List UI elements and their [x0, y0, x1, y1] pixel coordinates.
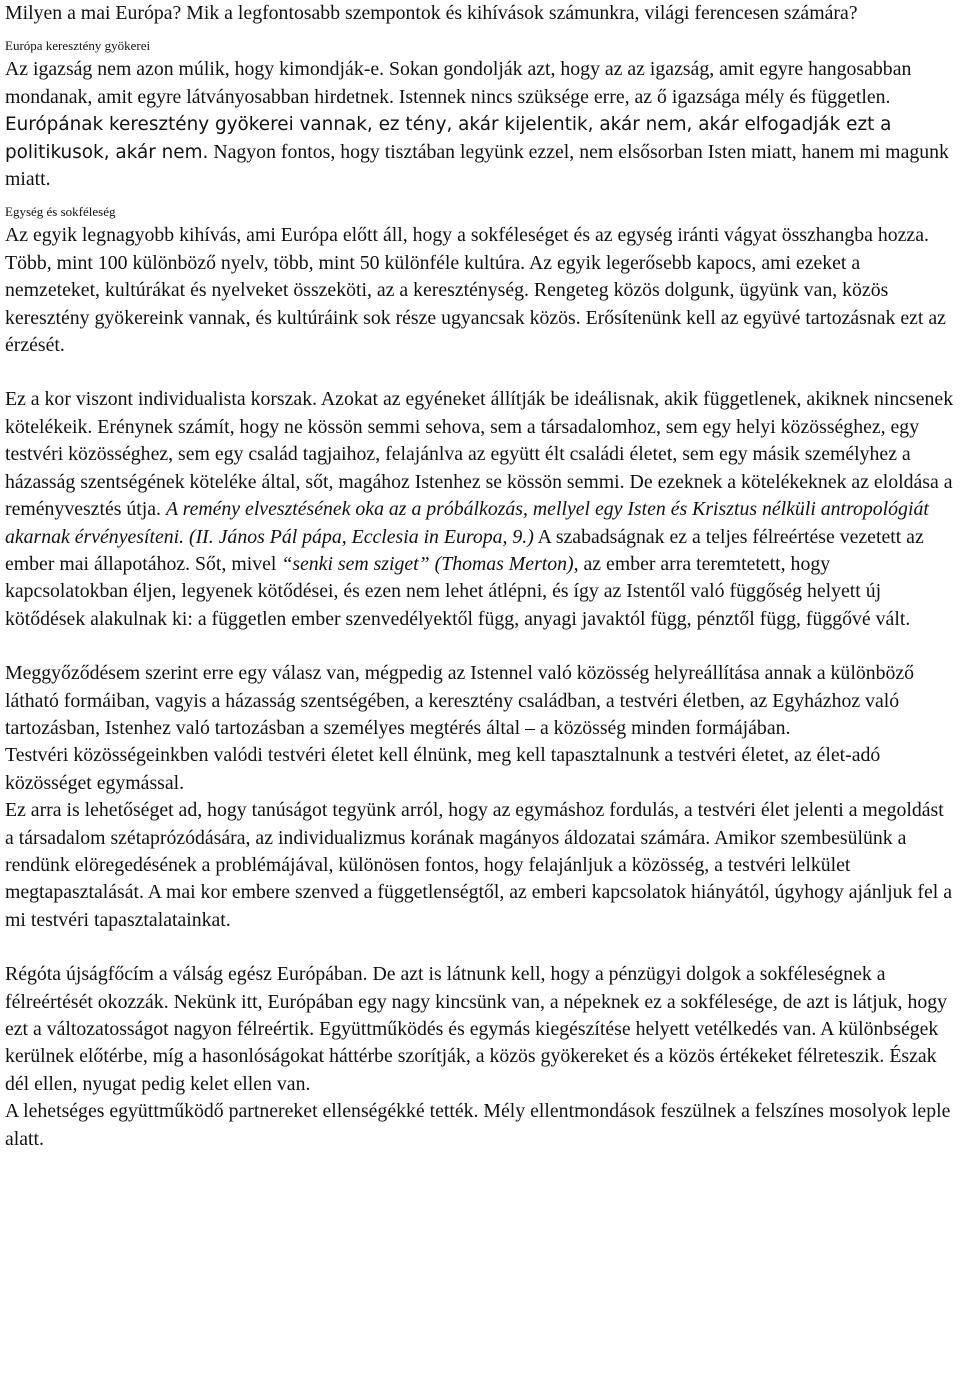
paragraph-individualism	[5, 386, 956, 633]
individualism-text-2: A szabadságnak ez a teljes félreértése vezetett az ember mai állapotához. Sőt, mivel	[5, 525, 924, 575]
paragraph-fraternal-life: Testvéri közösségeinkben valódi testvéri életet kell élnünk, meg kell tapasztalnunk a testvéri életet, az élet-adó közösséget egymással.	[5, 744, 881, 794]
paragraph-partners: A lehetséges együttműködő partnereket ellenségékké tették. Mély ellentmondások feszülnek a felszínes mosolyok leple alatt.	[5, 1100, 951, 1150]
paragraph-witness: Ez arra is lehetőséget ad, hogy tanúságot tegyünk arról, hogy az egymáshoz fordulás, a testvéri élet jelenti a megoldást a társadalom szétaprózódására, az individualizmus korának magányos áldozatai számára. Amikor szembesülünk a rendünk elöregedésének a problémájával, különösen fontos, hogy felajánljuk a közösség, a testvéri lelkület megtapasztalását. A mai kor embere szenved a függetlenségtől, az emberi kapcsolatok hiányától, úgyhogy ajánljuk fel a mi testvéri tapasztalatainkat.	[5, 799, 952, 931]
intro-question: Milyen a mai Európa? Mik a legfontosabb szempontok és kihívások számunkra, világi ferencesen számára?	[5, 2, 858, 24]
paragraph-crisis: Régóta újságfőcím a válság egész Európában. De azt is látnunk kell, hogy a pénzügyi dolgok a sokféleségnek a félreértését okozzák. Nekünk itt, Európában egy nagy kincsünk van, a népeknek ez a sokfélesége, de azt is látjuk, hogy ezt a változatosságot nagyon félreértik. Együttműködés és egymás kiegészítése helyett vetélkedés van. A különbségek kerülnek előtérbe, míg a hasonlóságokat háttérbe szorítják, a közös gyökereket és a közös értékeket félreteszik. Észak dél ellen, nyugat pedig kelet ellen van.	[5, 963, 948, 1095]
paragraph-conviction: Meggyőződésem szerint erre egy válasz van, mégpedig az Istennel való közösség helyreállítása annak a különböző látható formáiban, vagyis a házasság szentségében, a keresztény családban, a testvéri életben, az Egyházhoz való tartozásban, Istenhez való tartozásban a személyes megtérés által – a közösség minden formájában.	[5, 662, 915, 739]
paragraph-christian-roots	[5, 111, 956, 193]
section-heading-unity-diversity: Egység és sokféleség	[5, 204, 116, 220]
individualism-text: Ez a kor viszont individualista korszak. Azokat az egyéneket állítják be ideálisnak, akik függetlenek, akiknek nincsenek kötelékeik. Erénynek számít, hogy ne kössön semmi sehova, sem a társadalomhoz, sem egy helyi közösséghez, egy testvéri közösséghez, sem egy család tagjaihoz, felajánlva az együtt élt családi életet, sem egy másik személyhez a házasság szentségének köteléke által, sőt, magához Istenhez se kössön semmi. De ezeknek a kötelékeknek az eloldása a reményvesztés útja.	[5, 388, 954, 521]
sentence-important: Nagyon fontos, hogy tisztában legyünk ezzel, nem elsősorban Isten miatt, hanem mi magunk miatt.	[5, 140, 949, 191]
individualism-text-3: , az ember arra teremtetett, hogy kapcsolatokban éljen, legyenek kötődései, és ezen nem lehet átlépni, és így az Istentől való függőség helyett új kötődések alakulnak ki: a független ember szenvedélyektől függ, anyagi javaktól függ, pénztől függ, függővé vált.	[5, 552, 911, 630]
quote-merton: “senki sem sziget” (Thomas Merton)	[281, 552, 574, 575]
section-heading-european-roots: Európa keresztény gyökerei	[5, 38, 151, 54]
quote-john-paul: A remény elvesztésének oka az a próbálkozás, mellyel egy Isten és Krisztus nélküli antropológiát akarnak érvényesíteni. (II. János Pál pápa, Ecclesia in Europa, 9.)	[5, 498, 929, 548]
paragraph-challenge: Az egyik legnagyobb kihívás, ami Európa előtt áll, hogy a sokféleséget és az egység iránti vágyat összhangba hozza. Több, mint 100 különböző nyelv, több, mint 50 különféle kultúra. Az egyik legerősebb kapocs, ami ezeket a nemzeteket, kultúrákat és nyelveket összeköti, az a kereszténység. Rengeteg közös dolgunk, ügyünk van, közös keresztény gyökereink vannak, és kultúráink sok része ugyancsak közös. Erősítenünk kell az együvé tartozásnak ezt az érzését.	[5, 224, 946, 357]
paragraph-truth: Az igazság nem azon múlik, hogy kimondják-e. Sokan gondolják azt, hogy az az igazság, amit egyre hangosabban mondanak, amit egyre látványosabban hirdetnek. Istennek nincs szüksége erre, az ő igazsága mély és független.	[5, 58, 912, 108]
sentence-christian-roots: Európának keresztény gyökerei vannak, ez tény, akár kijelentik, akár nem, akár elfogadják ezt a politikusok, akár nem.	[5, 114, 892, 163]
